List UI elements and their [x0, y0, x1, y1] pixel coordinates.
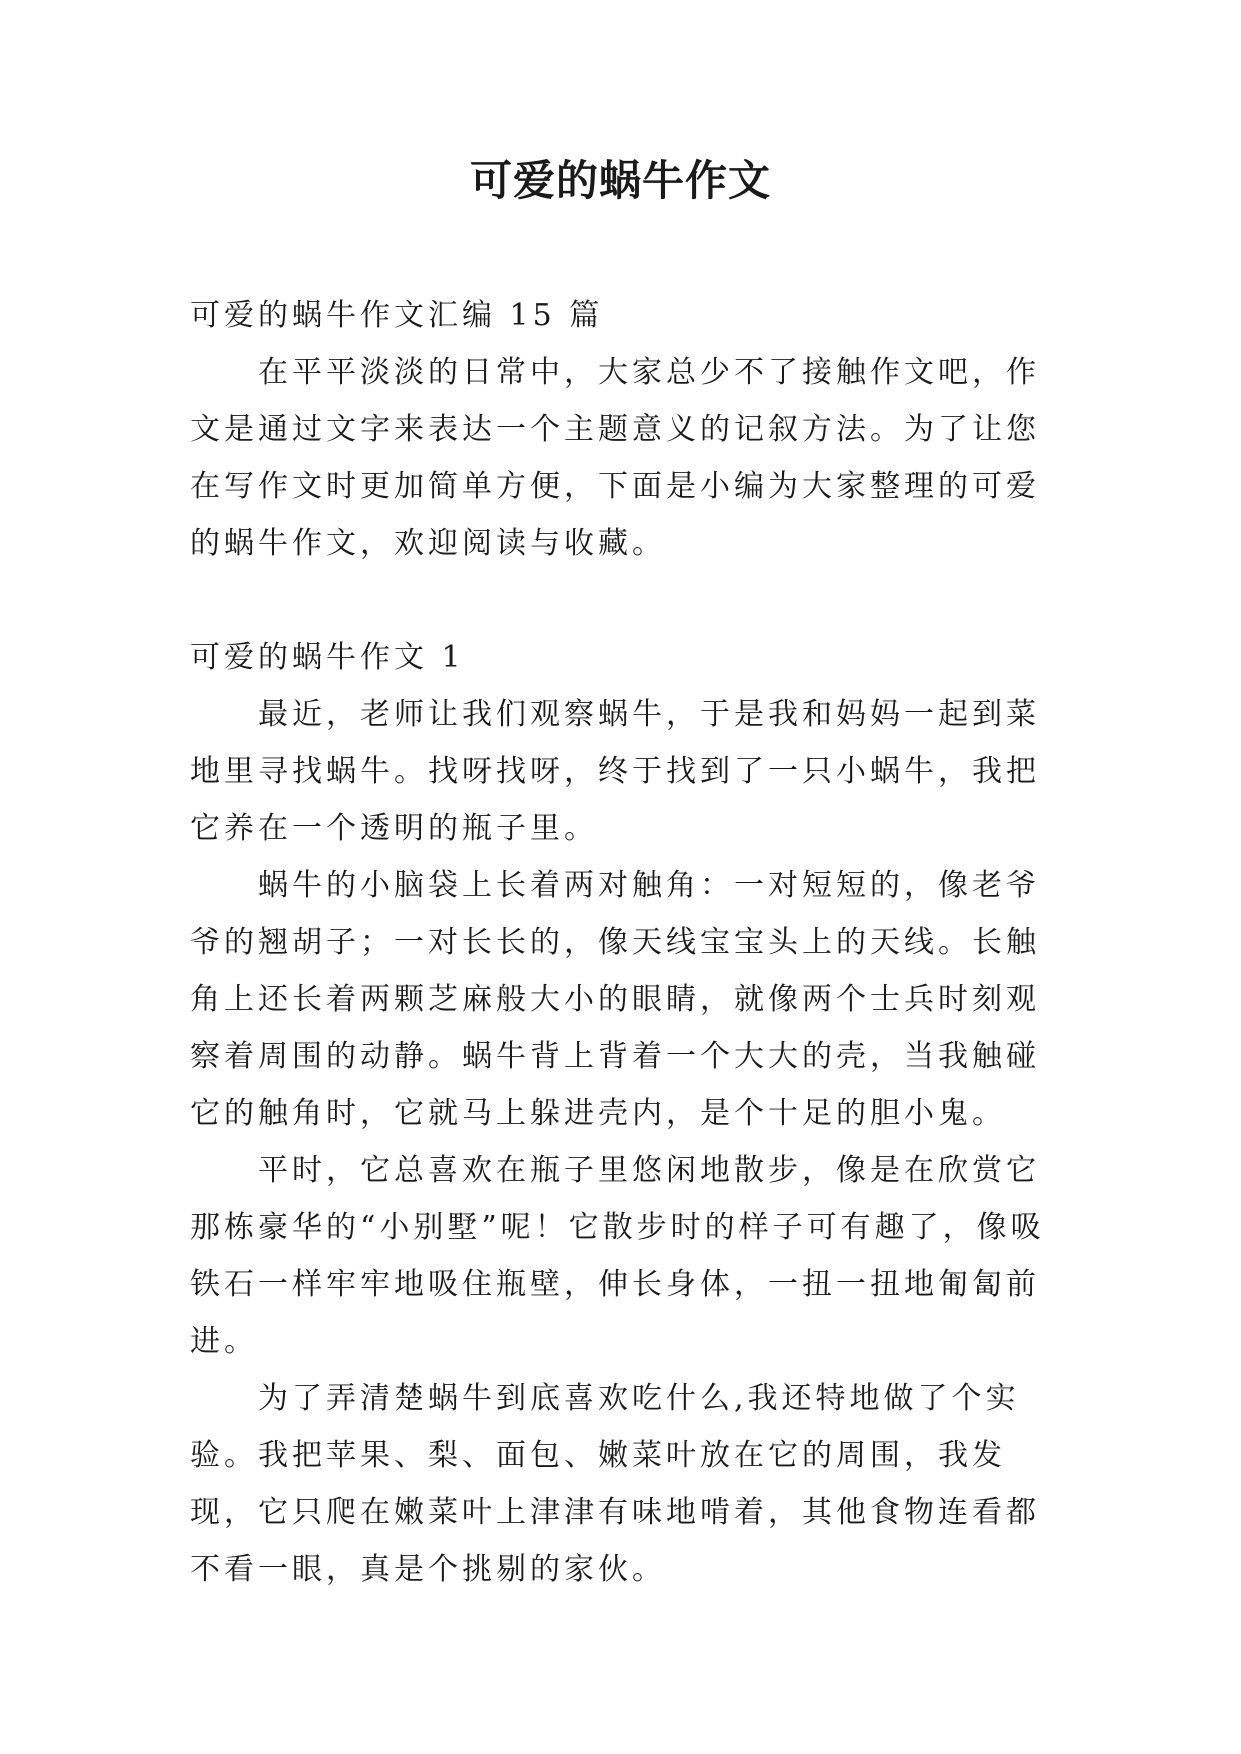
body-paragraph: 蜗牛的小脑袋上长着两对触角：一对短短的，像老爷爷的翘胡子；一对长长的，像天线宝宝头上的天线。长触角上还长着两颗芝麻般大小的眼睛，就像两个士兵时刻观察着周围的动静。蜗牛背上背着一个大大的壳，当我触碰它的触角时，它就马上躲进壳内，是个十足的胆小鬼。: [190, 868, 1040, 1131]
document-title: 可爱的蜗牛作文: [469, 156, 771, 205]
section-heading: 可爱的蜗牛作文 1: [190, 640, 465, 675]
document-body: [190, 287, 1060, 1598]
body-paragraph: 平时，它总喜欢在瓶子里悠闲地散步，像是在欣赏它那栋豪华的“小别墅”呢！它散步时的样子可有趣了，像吸铁石一样牢牢地吸住瓶壁，伸长身体，一扭一扭地匍匐前进。: [190, 1153, 1045, 1359]
body-paragraph: 为了弄清楚蜗牛到底喜欢吃什么,我还特地做了个实验。我把苹果、梨、面包、嫩菜叶放在它的周围，我发现，它只爬在嫩菜叶上津津有味地啃着，其他食物连看都不看一眼，真是个挑剔的家伙。: [190, 1381, 1040, 1587]
document-subtitle: 可爱的蜗牛作文汇编 15 篇: [190, 298, 604, 333]
body-paragraph: 最近，老师让我们观察蜗牛，于是我和妈妈一起到菜地里寻找蜗牛。找呀找呀，终于找到了一只小蜗牛，我把它养在一个透明的瓶子里。: [190, 697, 1040, 846]
section-spacer: [190, 572, 1060, 629]
intro-paragraph: 在平平淡淡的日常中，大家总少不了接触作文吧，作文是通过文字来表达一个主题意义的记叙方法。为了让您在写作文时更加简单方便，下面是小编为大家整理的可爱的蜗牛作文，欢迎阅读与收藏。: [190, 355, 1040, 561]
